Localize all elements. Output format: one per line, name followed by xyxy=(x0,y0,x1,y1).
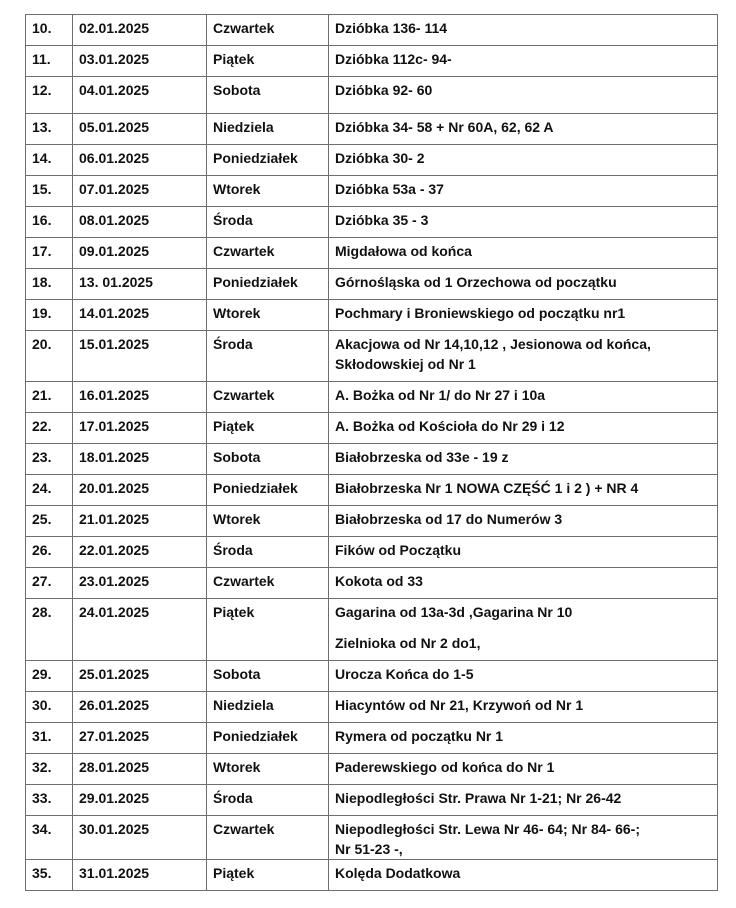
weekday-cell: Wtorek xyxy=(207,754,329,785)
street-line: Rymera od początku Nr 1 xyxy=(335,728,504,744)
table-row xyxy=(26,444,718,475)
table-row xyxy=(26,114,718,145)
street-line: Dzióbka 34- 58 + Nr 60A, 62, 62 A xyxy=(335,119,554,135)
row-number-cell: 17. xyxy=(26,238,73,269)
table-row xyxy=(26,15,718,46)
row-number-cell: 35. xyxy=(26,860,73,891)
row-number-cell: 15. xyxy=(26,176,73,207)
row-number-cell: 21. xyxy=(26,382,73,413)
street-line: Kokota od 33 xyxy=(335,573,423,589)
weekday-cell: Środa xyxy=(207,785,329,816)
streets-cell xyxy=(329,77,718,114)
streets-cell xyxy=(329,785,718,816)
street-line: Dzióbka 136- 114 xyxy=(335,20,448,36)
weekday-cell: Piątek xyxy=(207,599,329,661)
row-number-cell: 23. xyxy=(26,444,73,475)
weekday-cell: Czwartek xyxy=(207,238,329,269)
street-line: Akacjowa od Nr 14,10,12 , Jesionowa od końca, xyxy=(335,336,651,352)
weekday-cell: Wtorek xyxy=(207,300,329,331)
weekday-cell: Niedziela xyxy=(207,114,329,145)
street-line: Dzióbka 30- 2 xyxy=(335,150,425,166)
street-line: Skłodowskiej od Nr 1 xyxy=(335,356,476,372)
table-row xyxy=(26,382,718,413)
street-line: Nr 51-23 -, xyxy=(335,841,403,857)
table-row xyxy=(26,785,718,816)
weekday-cell: Niedziela xyxy=(207,692,329,723)
weekday-cell: Wtorek xyxy=(207,506,329,537)
weekday-cell: Sobota xyxy=(207,444,329,475)
streets-cell xyxy=(329,413,718,444)
weekday-cell: Czwartek xyxy=(207,568,329,599)
date-cell: 16.01.2025 xyxy=(73,382,207,413)
date-cell: 29.01.2025 xyxy=(73,785,207,816)
row-number-cell: 30. xyxy=(26,692,73,723)
street-line: Hiacyntów od Nr 21, Krzywoń od Nr 1 xyxy=(335,697,584,713)
street-line: Białobrzeska od 17 do Numerów 3 xyxy=(335,511,563,527)
streets-cell xyxy=(329,537,718,568)
street-line: Niepodległości Str. Lewa Nr 46- 64; Nr 84- 66-; xyxy=(335,821,640,837)
streets-cell xyxy=(329,444,718,475)
row-number-cell: 32. xyxy=(26,754,73,785)
table-row xyxy=(26,475,718,506)
table-row xyxy=(26,238,718,269)
streets-cell xyxy=(329,692,718,723)
streets-cell xyxy=(329,723,718,754)
weekday-cell: Sobota xyxy=(207,77,329,114)
date-cell: 28.01.2025 xyxy=(73,754,207,785)
street-line: Kolęda Dodatkowa xyxy=(335,865,461,881)
date-cell: 09.01.2025 xyxy=(73,238,207,269)
row-number-cell: 24. xyxy=(26,475,73,506)
table-row xyxy=(26,300,718,331)
street-line: Paderewskiego od końca do Nr 1 xyxy=(335,759,555,775)
row-number-cell: 29. xyxy=(26,661,73,692)
date-cell: 26.01.2025 xyxy=(73,692,207,723)
weekday-cell: Piątek xyxy=(207,46,329,77)
street-line: Górnośląska od 1 Orzechowa od początku xyxy=(335,274,617,290)
streets-cell xyxy=(329,114,718,145)
date-cell: 21.01.2025 xyxy=(73,506,207,537)
streets-cell xyxy=(329,15,718,46)
table-row xyxy=(26,599,718,661)
streets-cell xyxy=(329,506,718,537)
date-cell: 14.01.2025 xyxy=(73,300,207,331)
streets-cell xyxy=(329,382,718,413)
table-row xyxy=(26,692,718,723)
table-row xyxy=(26,537,718,568)
date-cell: 31.01.2025 xyxy=(73,860,207,891)
weekday-cell: Czwartek xyxy=(207,816,329,860)
weekday-cell: Poniedziałek xyxy=(207,723,329,754)
streets-cell xyxy=(329,568,718,599)
row-number-cell: 11. xyxy=(26,46,73,77)
row-number-cell: 12. xyxy=(26,77,73,114)
weekday-cell: Środa xyxy=(207,537,329,568)
street-line: Dzióbka 53a - 37 xyxy=(335,181,444,197)
row-number-cell: 16. xyxy=(26,207,73,238)
street-line: Niepodległości Str. Prawa Nr 1-21; Nr 26-42 xyxy=(335,790,622,806)
weekday-cell: Środa xyxy=(207,207,329,238)
row-number-cell: 10. xyxy=(26,15,73,46)
weekday-cell: Poniedziałek xyxy=(207,269,329,300)
street-line: Białobrzeska Nr 1 NOWA CZĘŚĆ 1 i 2 ) + NR 4 xyxy=(335,480,639,496)
table-row xyxy=(26,331,718,382)
row-number-cell: 18. xyxy=(26,269,73,300)
table-row xyxy=(26,77,718,114)
streets-cell xyxy=(329,331,718,382)
table-row xyxy=(26,860,718,891)
street-line: Dzióbka 35 - 3 xyxy=(335,212,429,228)
table-row xyxy=(26,754,718,785)
date-cell: 23.01.2025 xyxy=(73,568,207,599)
street-line: Migdałowa od końca xyxy=(335,243,472,259)
date-cell: 02.01.2025 xyxy=(73,15,207,46)
streets-cell xyxy=(329,599,718,661)
date-cell: 13. 01.2025 xyxy=(73,269,207,300)
weekday-cell: Poniedziałek xyxy=(207,475,329,506)
table-row xyxy=(26,506,718,537)
street-line: A. Bożka od Nr 1/ do Nr 27 i 10a xyxy=(335,387,546,403)
schedule-table xyxy=(25,14,718,891)
streets-cell xyxy=(329,269,718,300)
streets-cell xyxy=(329,475,718,506)
table-row xyxy=(26,816,718,860)
street-line: Białobrzeska od 33e - 19 z xyxy=(335,449,509,465)
weekday-cell: Czwartek xyxy=(207,382,329,413)
streets-cell xyxy=(329,145,718,176)
streets-cell xyxy=(329,176,718,207)
streets-cell xyxy=(329,754,718,785)
table-row xyxy=(26,145,718,176)
streets-cell xyxy=(329,46,718,77)
date-cell: 30.01.2025 xyxy=(73,816,207,860)
street-line: Zielnioka od Nr 2 do1, xyxy=(335,635,481,651)
row-number-cell: 19. xyxy=(26,300,73,331)
weekday-cell: Wtorek xyxy=(207,176,329,207)
street-line: Urocza Końca do 1-5 xyxy=(335,666,474,682)
row-number-cell: 13. xyxy=(26,114,73,145)
date-cell: 08.01.2025 xyxy=(73,207,207,238)
date-cell: 07.01.2025 xyxy=(73,176,207,207)
row-number-cell: 34. xyxy=(26,816,73,860)
weekday-cell: Piątek xyxy=(207,860,329,891)
row-number-cell: 14. xyxy=(26,145,73,176)
street-line: Dzióbka 92- 60 xyxy=(335,82,433,98)
row-number-cell: 26. xyxy=(26,537,73,568)
street-line: Gagarina od 13a-3d ,Gagarina Nr 10 xyxy=(335,604,573,620)
schedule-body xyxy=(26,15,718,891)
table-row xyxy=(26,207,718,238)
streets-cell xyxy=(329,816,718,860)
weekday-cell: Sobota xyxy=(207,661,329,692)
weekday-cell: Piątek xyxy=(207,413,329,444)
street-line: Dzióbka 112c- 94- xyxy=(335,51,452,67)
date-cell: 18.01.2025 xyxy=(73,444,207,475)
date-cell: 17.01.2025 xyxy=(73,413,207,444)
street-line: A. Bożka od Kościoła do Nr 29 i 12 xyxy=(335,418,565,434)
row-number-cell: 31. xyxy=(26,723,73,754)
date-cell: 03.01.2025 xyxy=(73,46,207,77)
table-row xyxy=(26,661,718,692)
date-cell: 20.01.2025 xyxy=(73,475,207,506)
table-row xyxy=(26,46,718,77)
row-number-cell: 25. xyxy=(26,506,73,537)
date-cell: 04.01.2025 xyxy=(73,77,207,114)
table-row xyxy=(26,269,718,300)
table-row xyxy=(26,413,718,444)
streets-cell xyxy=(329,860,718,891)
weekday-cell: Czwartek xyxy=(207,15,329,46)
weekday-cell: Poniedziałek xyxy=(207,145,329,176)
date-cell: 24.01.2025 xyxy=(73,599,207,661)
table-row xyxy=(26,568,718,599)
date-cell: 06.01.2025 xyxy=(73,145,207,176)
date-cell: 15.01.2025 xyxy=(73,331,207,382)
row-number-cell: 20. xyxy=(26,331,73,382)
weekday-cell: Środa xyxy=(207,331,329,382)
row-number-cell: 33. xyxy=(26,785,73,816)
date-cell: 27.01.2025 xyxy=(73,723,207,754)
streets-cell xyxy=(329,207,718,238)
date-cell: 22.01.2025 xyxy=(73,537,207,568)
row-number-cell: 22. xyxy=(26,413,73,444)
streets-cell xyxy=(329,661,718,692)
row-number-cell: 28. xyxy=(26,599,73,661)
street-line: Pochmary i Broniewskiego od początku nr1 xyxy=(335,305,626,321)
streets-cell xyxy=(329,238,718,269)
street-line: Fików od Początku xyxy=(335,542,462,558)
row-number-cell: 27. xyxy=(26,568,73,599)
date-cell: 25.01.2025 xyxy=(73,661,207,692)
table-row xyxy=(26,176,718,207)
date-cell: 05.01.2025 xyxy=(73,114,207,145)
streets-cell xyxy=(329,300,718,331)
table-row xyxy=(26,723,718,754)
